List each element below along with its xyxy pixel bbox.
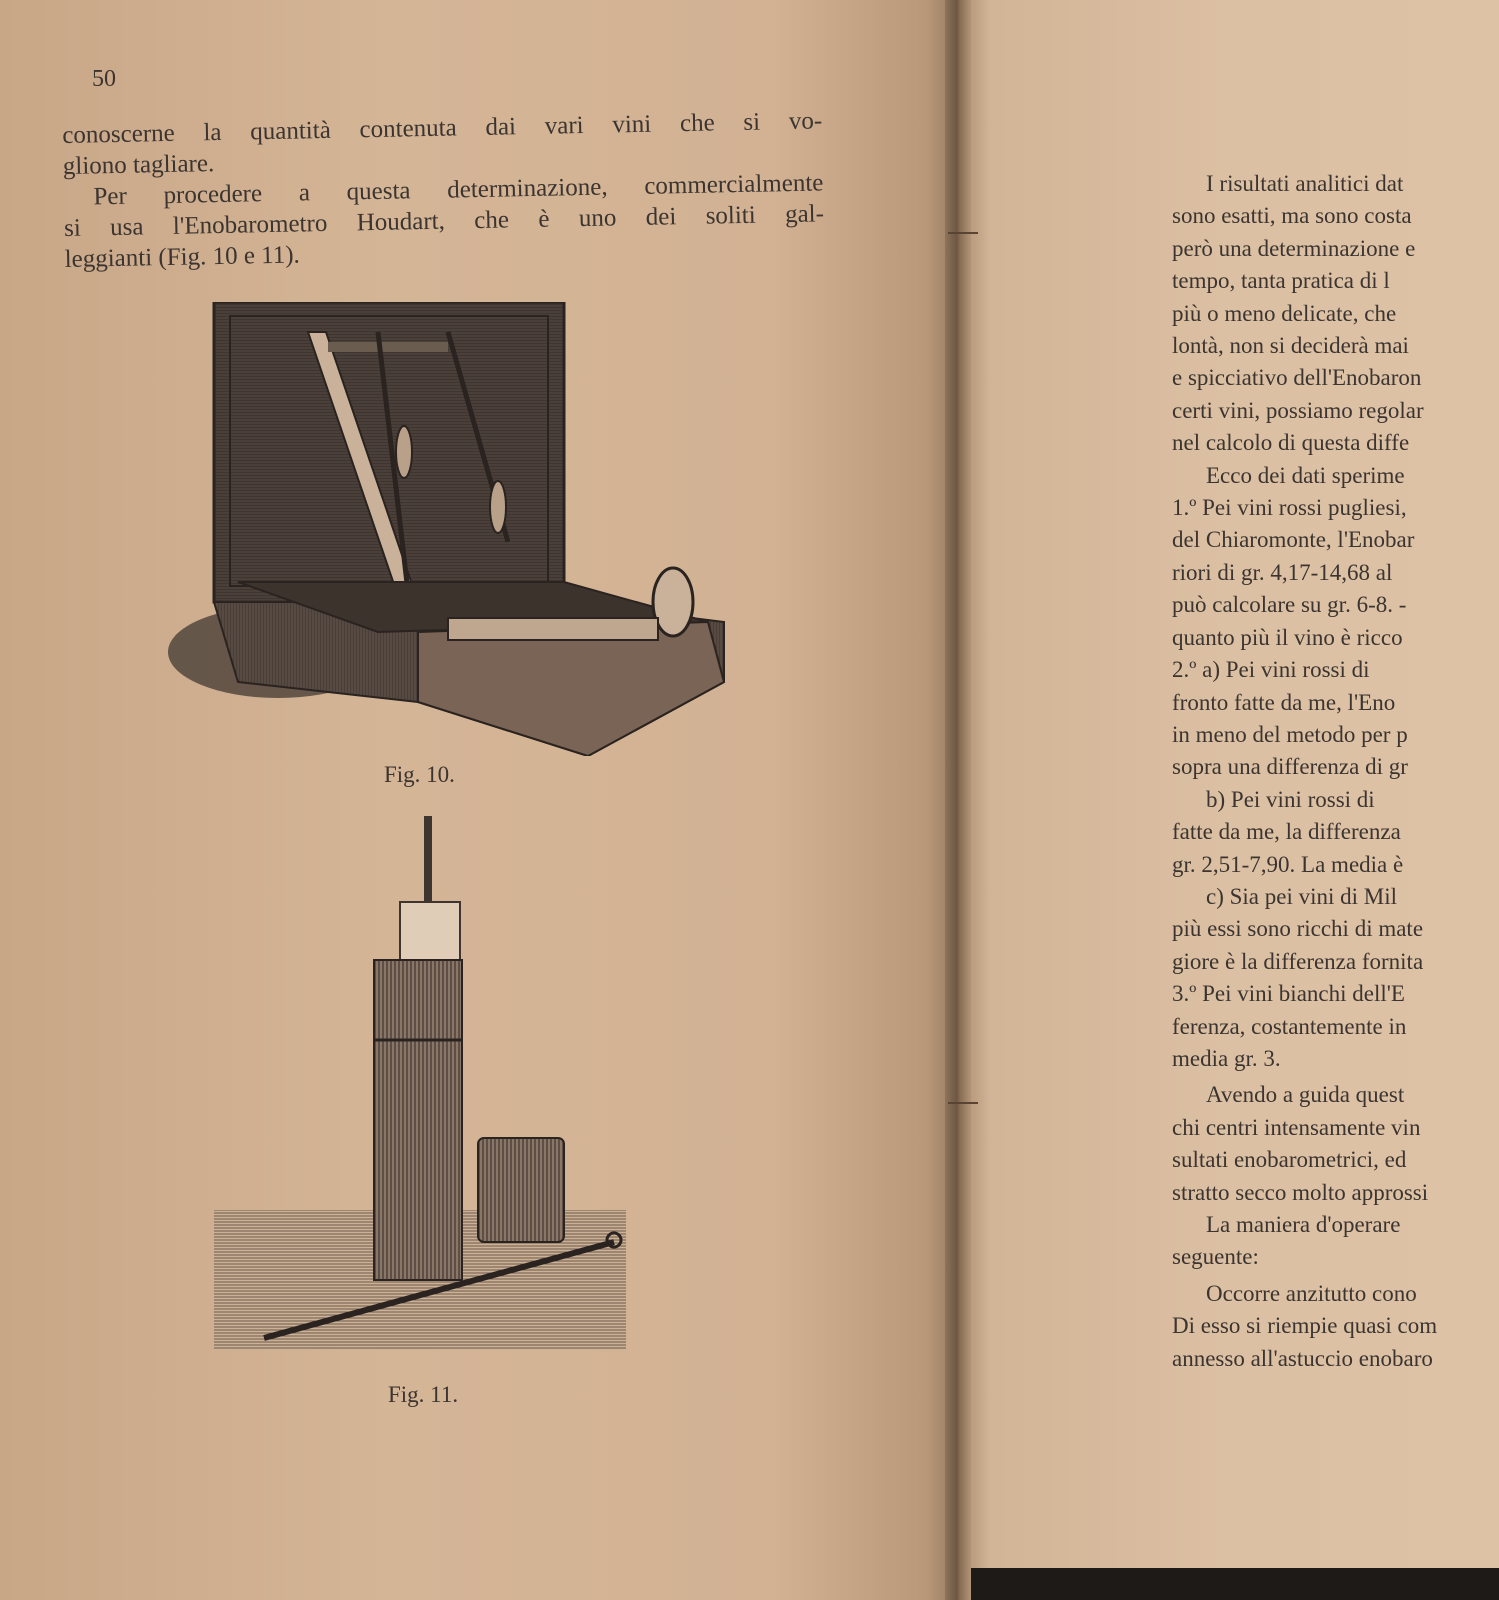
text-line: c) Sia pei vini di Mil	[1206, 883, 1398, 909]
text-line: I risultati analitici dat	[1206, 171, 1404, 196]
text-line: più essi sono ricchi di mate	[1172, 916, 1424, 942]
text-line: giore è la differenza fornita	[1172, 948, 1424, 974]
text-line: stratto secco molto approssi	[1172, 1179, 1429, 1205]
text-line: conoscerne la quantità contenuta dai vari vini che si vo-	[62, 107, 823, 149]
text-line: Per procedere a questa determinazione, commercialmente	[93, 169, 824, 211]
left-page-text	[62, 105, 825, 275]
figure-10-caption: Fig. 10.	[384, 762, 455, 787]
text-line: leggianti (Fig. 10 e 11).	[64, 241, 301, 273]
text-line: sultati enobarometrici, ed	[1172, 1147, 1407, 1173]
text-line: seguente:	[1172, 1244, 1259, 1270]
text-line: gr. 2,51-7,90. La media è	[1172, 851, 1404, 877]
text-line: b) Pei vini rossi di	[1206, 786, 1375, 812]
enobarometer-cylinder-engraving	[214, 810, 634, 1366]
text-line: La maniera d'operare	[1206, 1212, 1401, 1237]
text-line: gliono tagliare.	[62, 150, 215, 180]
text-line: chi centri intensamente vin	[1172, 1114, 1421, 1140]
enobarometer-case-engraving	[168, 302, 728, 756]
text-line: e spicciativo dell'Enobaron	[1172, 365, 1422, 391]
text-line: 3.º Pei vini bianchi dell'E	[1172, 981, 1405, 1007]
text-line: quanto più il vino è ricco	[1172, 624, 1403, 650]
figure-11-caption: Fig. 11.	[388, 1382, 459, 1407]
text-line: più o meno delicate, che	[1172, 300, 1397, 326]
text-line: però una determinazione e	[1172, 235, 1416, 261]
text-line: 1.º Pei vini rossi pugliesi,	[1172, 495, 1407, 521]
text-line: del Chiaromonte, l'Enobar	[1172, 527, 1415, 553]
text-line: fronto fatte da me, l'Eno	[1172, 689, 1396, 715]
text-line: lontà, non si deciderà mai	[1172, 333, 1409, 359]
text-line: sopra una differenza di gr	[1172, 754, 1408, 780]
text-line: riori di gr. 4,17-14,68 al	[1172, 559, 1393, 585]
text-line: certi vini, possiamo regolar	[1172, 397, 1424, 423]
text-line: ferenza, costantemente in	[1172, 1013, 1407, 1039]
binding-stitch	[948, 232, 978, 234]
binding-stitch	[948, 1102, 978, 1104]
text-line: Di esso si riempie quasi com	[1172, 1313, 1438, 1339]
text-line: nel calcolo di questa diffe	[1172, 430, 1410, 456]
text-line: fatte da me, la differenza	[1172, 819, 1401, 845]
text-line: Avendo a guida quest	[1206, 1082, 1405, 1108]
book-gutter	[945, 0, 971, 1600]
text-line: si usa l'Enobarometro Houdart, che è uno dei soliti gal-	[63, 200, 825, 242]
text-line: media gr. 3.	[1172, 1045, 1281, 1071]
page-number: 50	[92, 66, 116, 92]
text-line: tempo, tanta pratica di l	[1172, 268, 1390, 294]
text-line: può calcolare su gr. 6-8. -	[1172, 592, 1407, 618]
right-page-text	[1172, 168, 1499, 1375]
text-line: 2.º a) Pei vini rossi di	[1172, 657, 1370, 683]
text-line: Ecco dei dati sperime	[1206, 462, 1405, 488]
text-line: in meno del metodo per p	[1172, 721, 1408, 747]
text-line: sono esatti, ma sono costa	[1172, 203, 1412, 229]
text-line: annesso all'astuccio enobaro	[1172, 1345, 1433, 1371]
text-line: Occorre anzitutto cono	[1206, 1280, 1417, 1306]
